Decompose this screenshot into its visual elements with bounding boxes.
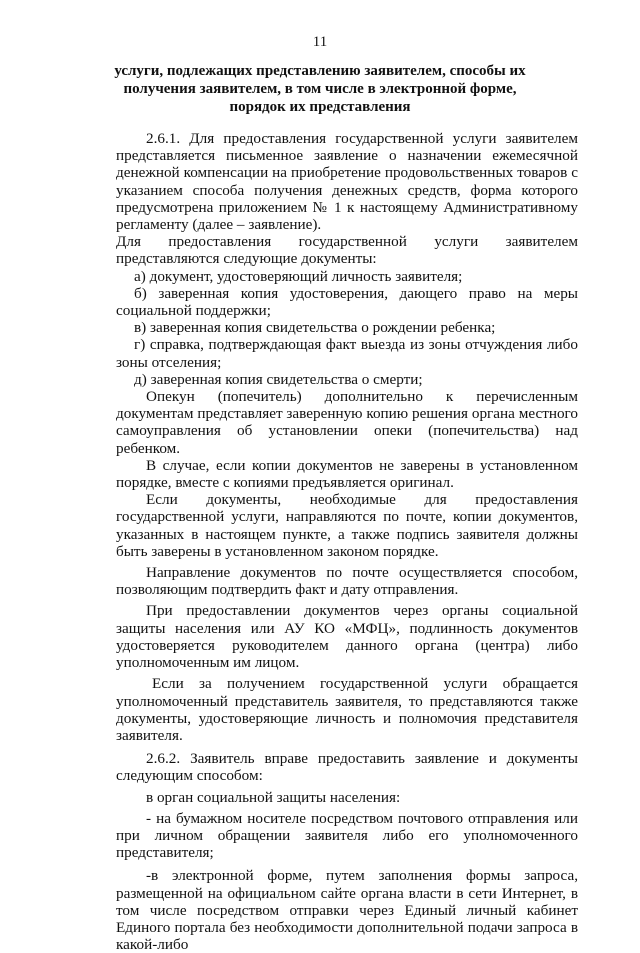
list-item-b: б) заверенная копия удостоверения, дающего право на меры социальной поддержки; bbox=[116, 284, 578, 320]
paragraph-mail: Если документы, необходимые для предоставления государственной услуги, направляются по почте, копии документов, указанных в настоящем пункте, а также подпись заявителя должны быть заверены в установленном законом порядке. bbox=[116, 491, 578, 560]
paragraph-2-6-2: 2.6.2. Заявитель вправе предоставить заявление и документы следующим способом: bbox=[116, 750, 578, 785]
paragraph-mfc: При предоставлении документов через органы социальной защиты населения или АУ КО «МФЦ», подлинность документов удостоверяется руководителем данного органа (центра) либо уполномоченным им лицом. bbox=[116, 602, 578, 672]
page-number: 11 bbox=[312, 34, 328, 50]
paragraph-social-protection: в орган социальной защиты населения: bbox=[146, 788, 401, 806]
list-item-g: г) справка, подтверждающая факт выезда из зоны отчуждения либо зоны отселения; bbox=[116, 336, 578, 371]
paragraph-mail-method: Направление документов по почте осуществляется способом, позволяющим подтвердить факт и дату отправления. bbox=[116, 564, 578, 599]
paragraph-2-6-1: 2.6.1. Для предоставления государственной услуги заявителем представляется письменное заявление о назначении ежемесячной денежной компенсации на приобретение продовольственных товаров с указанием способа получения денежных средств, форма которого предусмотрена приложением № 1 к настоящему Административному регламенту (далее – заявление). bbox=[116, 130, 578, 234]
list-item-a: а) документ, удостоверяющий личность заявителя; bbox=[134, 267, 463, 285]
list-item-paper: - на бумажном носителе посредством почтового отправления или при личном обращении заявителя либо его уполномоченного представителя; bbox=[116, 809, 578, 862]
list-item-v: в) заверенная копия свидетельства о рождении ребенка; bbox=[134, 319, 496, 337]
paragraph-documents-intro: Для предоставления государственной услуги заявителем представляются следующие документы: bbox=[116, 233, 578, 268]
paragraph-copies: В случае, если копии документов не заверены в установленном порядке, вместе с копиями предъявляется оригинал. bbox=[116, 456, 578, 492]
list-item-d: д) заверенная копия свидетельства о смерти; bbox=[134, 370, 423, 388]
paragraph-representative: Если за получением государственной услуги обращается уполномоченный представитель заявителя, то представляются также документы, удостоверяющие личность и полномочия представителя заявителя. bbox=[116, 675, 578, 744]
list-item-electronic: -в электронной форме, путем заполнения формы запроса, размещенной на официальном сайте органа власти в сети Интернет, в том числе посредством отправки через Единый личный кабинет Единого портала без необходимости дополнительной подачи запроса в какой-либо bbox=[116, 867, 578, 953]
paragraph-guardian: Опекун (попечитель) дополнительно к перечисленным документам представляет заверенную копию решения органа местного самоуправления об установлении опеки (попечительства) над ребенком. bbox=[116, 388, 578, 457]
section-heading: услуги, подлежащих представлению заявителем, способы их получения заявителем, в том числе в электронной форме, порядок их представления bbox=[114, 63, 526, 115]
document-body bbox=[116, 130, 578, 953]
